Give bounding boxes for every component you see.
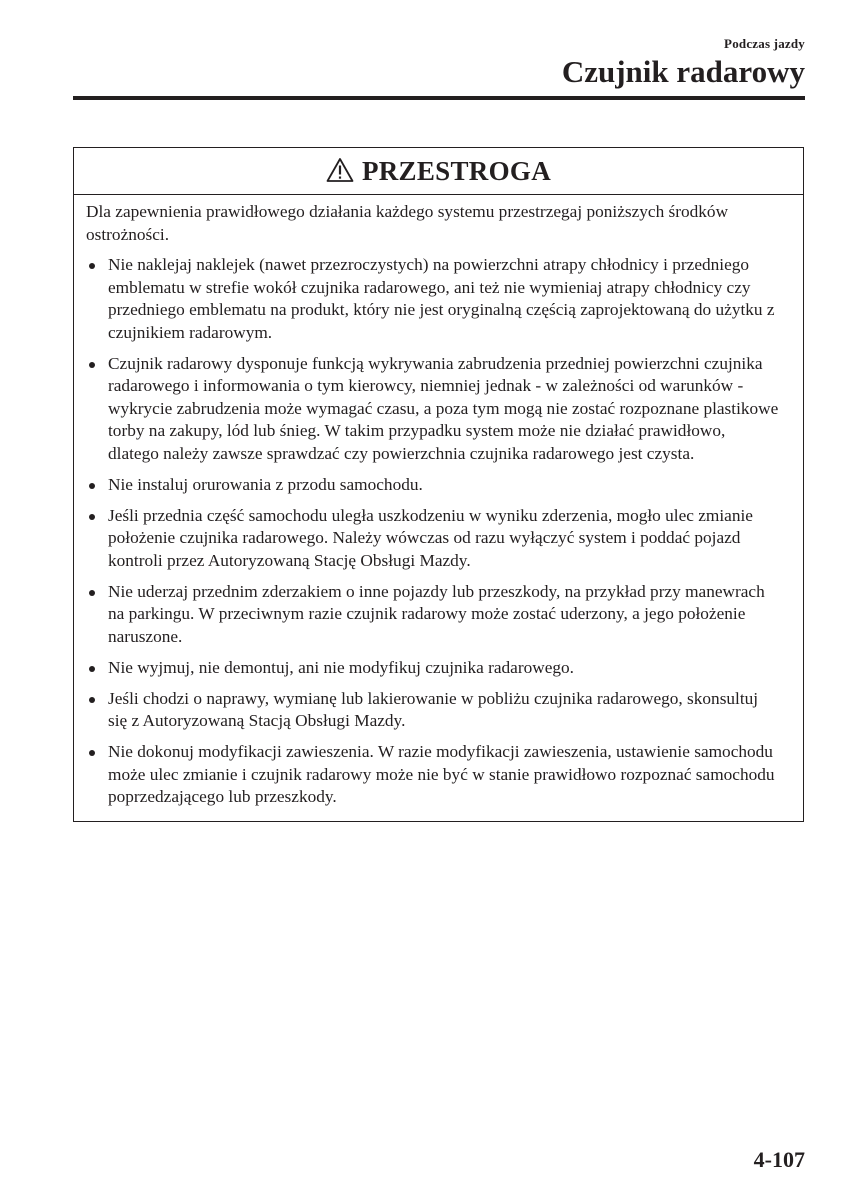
list-item-text: Nie wyjmuj, nie demontuj, ani nie modyfikuj czujnika radarowego. (108, 657, 574, 677)
list-item (86, 254, 779, 344)
title-rule (73, 96, 805, 100)
bullet-icon (89, 697, 95, 703)
list-item (86, 741, 779, 809)
page-number: 4-107 (753, 1147, 805, 1172)
list-item-text: Czujnik radarowy dysponuje funkcją wykrywania zabrudzenia przedniej powierzchni czujnika radarowego i informowania o tym kierowcy, niemniej jednak - w zależności od warunków - wykrycie zabrudzenia może wymagać czasu, a poza tym mogą nie zostać rozpoznane plastikowe torby na zakupy, lód lub śnieg. W takim przypadku system może nie działać prawidłowo, dlatego należy zawsze sprawdzać czy powierzchnia czujnika radarowego jest czysta. (108, 353, 779, 463)
caution-body (74, 195, 803, 809)
list-item-text: Nie instaluj orurowania z przodu samochodu. (108, 474, 423, 494)
list-item (86, 505, 779, 573)
caution-intro: Dla zapewnienia prawidłowego działania każdego systemu przestrzegaj poniższych środków ostrożności. (86, 202, 729, 244)
page-title: Czujnik radarowy (561, 54, 805, 89)
list-item (86, 657, 779, 680)
list-item-text: Nie naklejaj naklejek (nawet przezroczystych) na powierzchni atrapy chłodnicy i przedniego emblematu w strefie wokół czujnika radarowego, ani też nie wymieniaj atrapy chłodnicy czy przedniego emblematu na produkt, który nie jest oryginalną częścią zaprojektowaną do użytku z czujnikiem radarowym. (108, 255, 775, 342)
list-item (86, 581, 779, 649)
caution-header (74, 148, 803, 195)
list-item-text: Jeśli chodzi o naprawy, wymianę lub lakierowanie w pobliżu czujnika radarowego, skonsultuj się z Autoryzowaną Stacją Obsługi Mazdy. (108, 688, 759, 730)
bullet-icon (89, 750, 95, 756)
list-item-text: Nie uderzaj przednim zderzakiem o inne pojazdy lub przeszkody, na przykład przy manewrach na parkingu. W przeciwnym razie czujnik radarowy może zostać uderzony, a jego położenie naruszone. (108, 581, 765, 646)
bullet-icon (89, 362, 95, 368)
list-item (86, 474, 779, 497)
list-item-text: Jeśli przednia część samochodu uległa uszkodzeniu w wyniku zderzenia, mogło ulec zmianie położenie czujnika radarowego. Należy wówczas od razu wyłączyć system i poddać pojazd kontroli przez Autoryzowaną Stację Obsługi Mazdy. (108, 505, 753, 570)
caution-title: PRZESTROGA (361, 155, 552, 186)
bullet-icon (89, 483, 95, 489)
list-item (86, 353, 779, 466)
warning-triangle-icon (326, 157, 354, 183)
caution-box (73, 147, 804, 822)
bullet-icon (89, 590, 95, 596)
list-item-text: Nie dokonuj modyfikacji zawieszenia. W razie modyfikacji zawieszenia, ustawienie samochodu może ulec zmianie i czujnik radarowy może nie być w stanie prawidłowo rozpoznać samochodu poprzedzającego lub przeszkody. (108, 742, 775, 806)
caution-list (86, 254, 779, 809)
bullet-icon (89, 263, 95, 269)
list-item (86, 688, 779, 733)
bullet-icon (89, 514, 95, 520)
section-label: Podczas jazdy (724, 36, 805, 51)
bullet-icon (89, 666, 95, 672)
